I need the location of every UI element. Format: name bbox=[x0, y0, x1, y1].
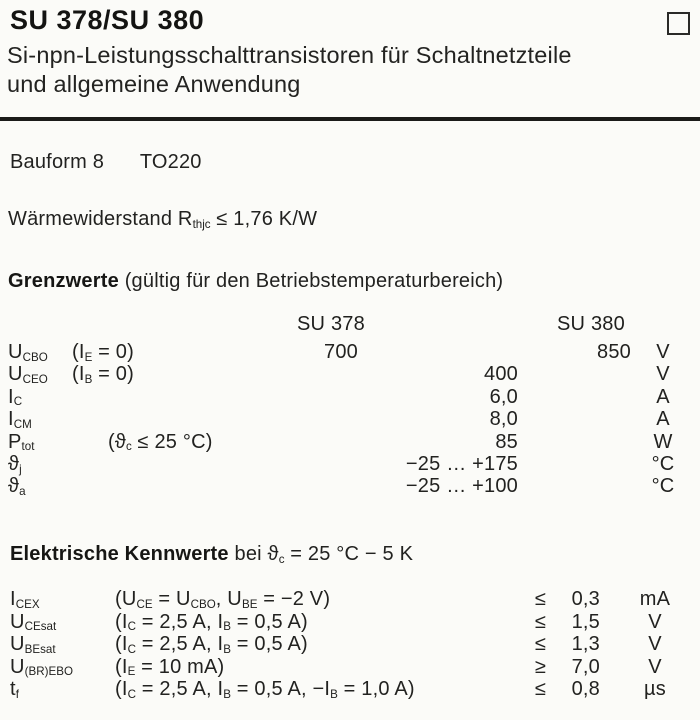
limit-value: 0,3 bbox=[571, 588, 600, 610]
limits-table bbox=[0, 341, 700, 498]
limits-row-theta-a bbox=[0, 475, 700, 497]
limits-row-ucbo bbox=[0, 341, 700, 363]
limit-value: 1,5 bbox=[571, 610, 600, 633]
param-condition: ($I_C = 2,5$ A, $I_B = 0,5$ A, $-I_B = 1,0$ A) bbox=[115, 678, 415, 701]
limits-row-uceo bbox=[0, 363, 700, 385]
param-symbol: $U_{CEsat}$ bbox=[10, 610, 57, 634]
value-su380: 850 bbox=[597, 341, 631, 363]
thermal-resistance-line: Wärmewiderstand $R_{thjc} \le 1,76$ K/W bbox=[8, 208, 318, 231]
electrical-heading-rest: bei $ϑ_c = 25$ °C − 5 K bbox=[228, 543, 414, 566]
param-condition: ($I_E = 10$ mA) bbox=[115, 655, 225, 679]
limits-column-headers bbox=[0, 313, 700, 335]
unit: V bbox=[648, 655, 662, 678]
limits-heading bbox=[8, 270, 503, 293]
param-condition: $(I_E = 0)$ bbox=[72, 341, 134, 364]
param-condition: ($U_{CE} = U_{CBO}$, $U_{BE} = -2$ V) bbox=[115, 588, 331, 611]
subtitle-line-1: Si-npn-Leistungsschalttransistoren für Schaltnetzteile bbox=[7, 42, 572, 68]
electrical-row-ucesat bbox=[0, 611, 700, 634]
param-symbol: $U_{CEO}$ bbox=[8, 363, 48, 386]
unit: µs bbox=[644, 678, 666, 701]
param-symbol: $I_C$ bbox=[8, 385, 23, 409]
header-divider bbox=[0, 117, 700, 121]
param-symbol: $I_{CEX}$ bbox=[10, 588, 40, 611]
param-symbol: $U_{BEsat}$ bbox=[10, 633, 56, 656]
param-symbol: $I_{CM}$ bbox=[8, 408, 32, 431]
unit: A bbox=[656, 408, 670, 431]
value-shared: 6,0 bbox=[489, 385, 518, 408]
electrical-heading-bold: Elektrische Kennwerte bbox=[10, 543, 229, 565]
param-condition: ($I_C = 2,5$ A, $I_B = 0,5$ A) bbox=[115, 610, 308, 634]
limits-heading-rest: (gültig für den Betriebstemperaturbereich) bbox=[118, 270, 504, 292]
limits-row-ic bbox=[0, 386, 700, 408]
param-symbol: $U_{CBO}$ bbox=[8, 341, 48, 364]
param-symbol: $ϑ_a$ bbox=[8, 475, 26, 498]
param-condition: ($ϑ_c \le 25$ °C) bbox=[108, 430, 213, 454]
limit-value: 7,0 bbox=[571, 655, 600, 678]
param-condition: ($I_C = 2,5$ A, $I_B = 0,5$ A) bbox=[115, 633, 308, 656]
param-condition: $(I_B = 0)$ bbox=[72, 363, 134, 386]
value-shared: −25 … +100 bbox=[405, 475, 518, 498]
limit-value: 0,8 bbox=[571, 678, 600, 701]
page-title: SU 378/SU 380 bbox=[10, 5, 205, 35]
unit: mA bbox=[639, 588, 671, 610]
electrical-row-ubrebo bbox=[0, 656, 700, 679]
subtitle-line-2: und allgemeine Anwendung bbox=[7, 71, 301, 97]
param-symbol: $U_{(BR)EBO}$ bbox=[10, 655, 73, 679]
value-su378: 700 bbox=[324, 341, 358, 363]
column-header-su378: SU 378 bbox=[297, 313, 365, 335]
unit: V bbox=[656, 341, 670, 363]
relation-sign: ≤ bbox=[535, 678, 547, 701]
relation-sign: ≤ bbox=[535, 610, 547, 633]
param-symbol: $ϑ_j$ bbox=[8, 452, 22, 476]
electrical-row-icex bbox=[0, 588, 700, 611]
param-symbol: $P_{tot}$ bbox=[8, 430, 35, 454]
limits-row-ptot bbox=[0, 431, 700, 453]
unit: V bbox=[648, 633, 662, 656]
unit: °C bbox=[651, 452, 675, 475]
value-shared: −25 … +175 bbox=[405, 452, 518, 475]
limit-value: 1,3 bbox=[571, 633, 600, 656]
unit: V bbox=[656, 363, 670, 386]
column-header-su380: SU 380 bbox=[557, 313, 625, 335]
limits-row-icm bbox=[0, 408, 700, 430]
relation-sign: ≤ bbox=[535, 588, 547, 610]
relation-sign: ≤ bbox=[535, 633, 547, 656]
unit: W bbox=[653, 430, 673, 453]
limits-row-theta-j bbox=[0, 453, 700, 475]
corner-box-icon bbox=[667, 12, 690, 35]
value-shared: 85 bbox=[495, 430, 518, 453]
page-subtitle bbox=[7, 41, 697, 99]
value-shared: 400 bbox=[484, 363, 518, 386]
package-type: TO220 bbox=[139, 151, 202, 173]
param-symbol: $t_f$ bbox=[10, 678, 19, 701]
electrical-row-tf bbox=[0, 678, 700, 701]
electrical-heading bbox=[10, 543, 413, 566]
package-label: Bauform 8 bbox=[10, 151, 105, 173]
limits-heading-bold: Grenzwerte bbox=[8, 270, 119, 292]
unit: °C bbox=[651, 475, 675, 498]
relation-sign: ≥ bbox=[535, 655, 547, 678]
unit: V bbox=[648, 610, 662, 633]
unit: A bbox=[656, 385, 670, 408]
package-line bbox=[10, 151, 202, 174]
value-shared: 8,0 bbox=[489, 408, 518, 431]
electrical-table bbox=[0, 588, 700, 701]
electrical-row-ubesat bbox=[0, 633, 700, 656]
